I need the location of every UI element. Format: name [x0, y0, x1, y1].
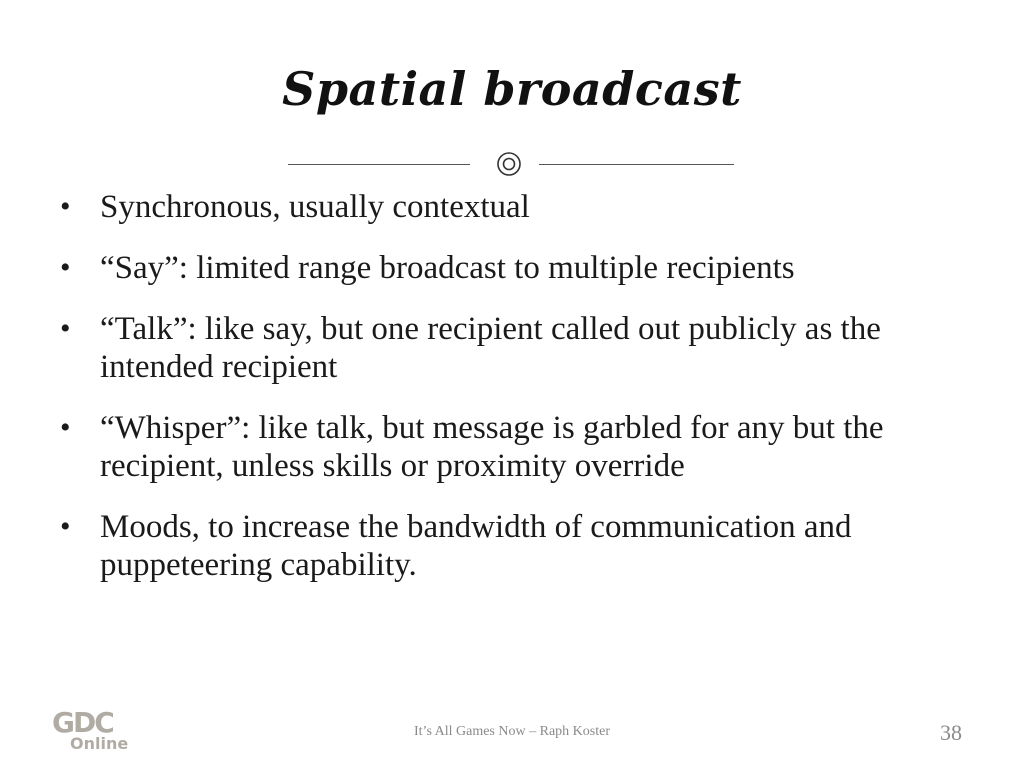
- divider-rule-right: [539, 164, 734, 165]
- logo-text-top: GDC: [52, 706, 113, 739]
- footer-text: It’s All Games Now – Raph Koster: [414, 724, 610, 739]
- title-divider: [288, 148, 734, 182]
- bullet-text: “Talk”: like say, but one recipient called out publicly as the intended recipient: [100, 311, 881, 385]
- bullet-item: [58, 409, 978, 485]
- bullet-glyph: •: [60, 510, 71, 543]
- logo-text-bottom: Online: [70, 734, 129, 753]
- bullet-glyph: •: [60, 411, 71, 444]
- page-number: 38: [940, 720, 962, 745]
- bullet-glyph: •: [60, 251, 71, 284]
- slide-title: Spatial broadcast: [282, 62, 742, 116]
- bullet-item: [58, 249, 978, 287]
- bullet-text: “Whisper”: like talk, but message is garbled for any but the recipient, unless skills or proximity override: [100, 410, 884, 484]
- bullet-item: [58, 310, 978, 386]
- bullet-item: [58, 508, 978, 584]
- bullet-text: Moods, to increase the bandwidth of communication and puppeteering capability.: [100, 509, 852, 583]
- bullet-glyph: •: [60, 190, 71, 223]
- bullet-item: [58, 188, 978, 226]
- bullet-glyph: •: [60, 312, 71, 345]
- concentric-circles-icon: [496, 151, 522, 177]
- bullet-list: [58, 188, 978, 607]
- bullet-text: Synchronous, usually contextual: [100, 189, 530, 225]
- bullet-text: “Say”: limited range broadcast to multiple recipients: [100, 250, 795, 286]
- divider-rule-left: [288, 164, 470, 165]
